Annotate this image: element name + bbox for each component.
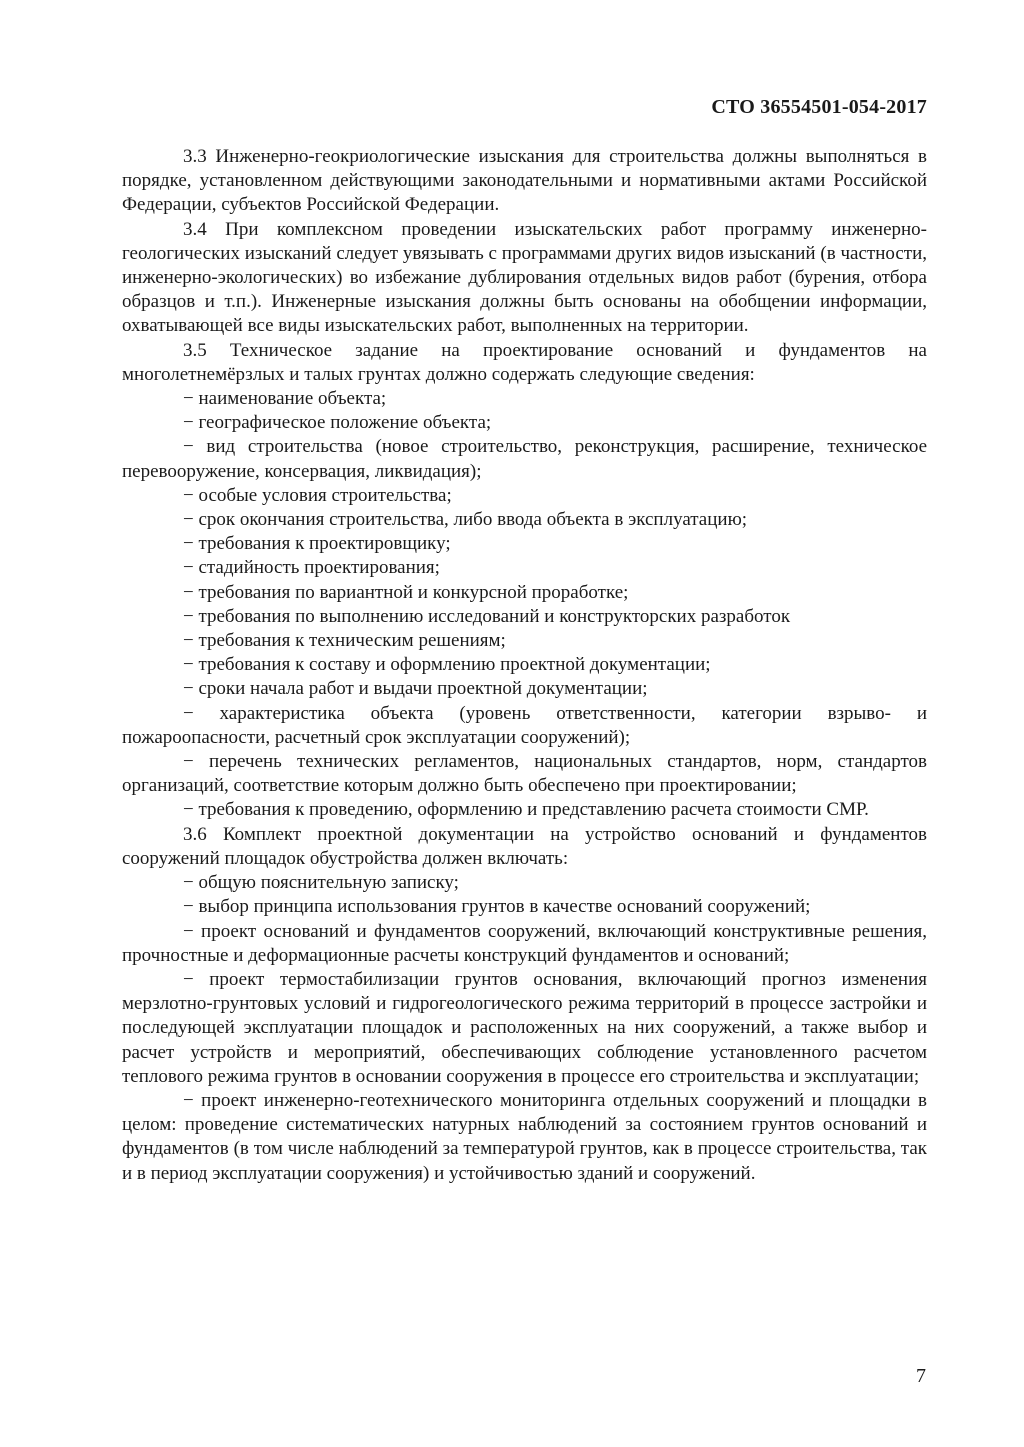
paragraph-3-5: 3.5 Техническое задание на проектирование оснований и фундаментов на многолетнемёрзлых и талых грунтах должно содержать следующие сведения: xyxy=(122,339,927,385)
list-item: − вид строительства (новое строительство, реконструкция, расширение, техническое перевооружение, консервация, ликвидация); xyxy=(122,436,927,482)
list-item: − выбор принципа использования грунтов в качестве оснований сооружений; xyxy=(183,896,811,918)
document-code-header: СТО 36554501-054-2017 xyxy=(711,96,927,118)
list-item: − сроки начала работ и выдачи проектной документации; xyxy=(183,678,648,700)
list-item: − требования к проектировщику; xyxy=(183,533,451,555)
list-item: − требования по выполнению исследований и конструкторских разработок xyxy=(183,605,791,627)
list-item: − срок окончания строительства, либо ввода объекта в эксплуатацию; xyxy=(183,509,748,531)
list-item: − характеристика объекта (уровень ответственности, категории взрыво- и пожароопасности, расчетный срок эксплуатации сооружений); xyxy=(122,702,927,748)
document-body xyxy=(122,145,927,1186)
paragraph-3-6: 3.6 Комплект проектной документации на устройство оснований и фундаментов сооружений площадок обустройства должен включать: xyxy=(122,823,927,869)
list-item: − проект оснований и фундаментов сооружений, включающий конструктивные решения, прочностные и деформационные расчеты конструкций фундаментов и оснований; xyxy=(122,920,927,966)
paragraph-3-3: 3.3 Инженерно-геокриологические изыскания для строительства должны выполняться в порядке, установленном действующими законодательными и нормативными актами Российской Федерации, субъектов Российской Федерации. xyxy=(122,146,927,216)
list-item: − географическое положение объекта; xyxy=(183,412,492,434)
page-number: 7 xyxy=(916,1365,926,1387)
list-item: − общую пояснительную записку; xyxy=(183,872,459,894)
list-item: − перечень технических регламентов, национальных стандартов, норм, стандартов организаций, соответствие которым должно быть обеспечено при проектировании; xyxy=(122,751,927,797)
list-item: − проект термостабилизации грунтов основания, включающий прогноз изменения мерзлотно-грунтовых условий и гидрогеологического режима территорий в процессе застройки и последующей эксплуатации площадок и расположенных на них сооружений, а также выбор и расчет устройств и мероприятий, обеспечивающих соблюдение установленного расчетом теплового режима грунтов в основании сооружения в процессе его строительства и эксплуатации; xyxy=(122,968,927,1087)
paragraph-3-4: 3.4 При комплексном проведении изыскательских работ программу инженерно-геологических изысканий следует увязывать с программами других видов изысканий (в частности, инженерно-экологических) во избежание дублирования отдельных видов работ (бурения, отбора образцов и т.п.). Инженерные изыскания должны быть основаны на обобщении информации, охватывающей все виды изыскательских работ, выполненных на территории. xyxy=(122,218,927,337)
list-item: − требования к составу и оформлению проектной документации; xyxy=(183,654,711,676)
list-item: − требования к проведению, оформлению и представлению расчета стоимости СМР. xyxy=(183,799,869,821)
list-item: − проект инженерно-геотехнического мониторинга отдельных сооружений и площадки в целом: проведение систематических натурных наблюдений за состоянием грунтов оснований и фундаментов (в том числе наблюдений за температурой грунтов, как в процессе строительства, так и в период эксплуатации сооружения) и устойчивостью зданий и сооружений. xyxy=(122,1089,927,1184)
list-item: − наименование объекта; xyxy=(183,388,387,410)
list-item: − особые условия строительства; xyxy=(183,484,452,506)
list-item: − требования к техническим решениям; xyxy=(183,630,506,652)
list-item: − стадийность проектирования; xyxy=(183,557,440,579)
list-item: − требования по вариантной и конкурсной проработке; xyxy=(183,581,629,603)
